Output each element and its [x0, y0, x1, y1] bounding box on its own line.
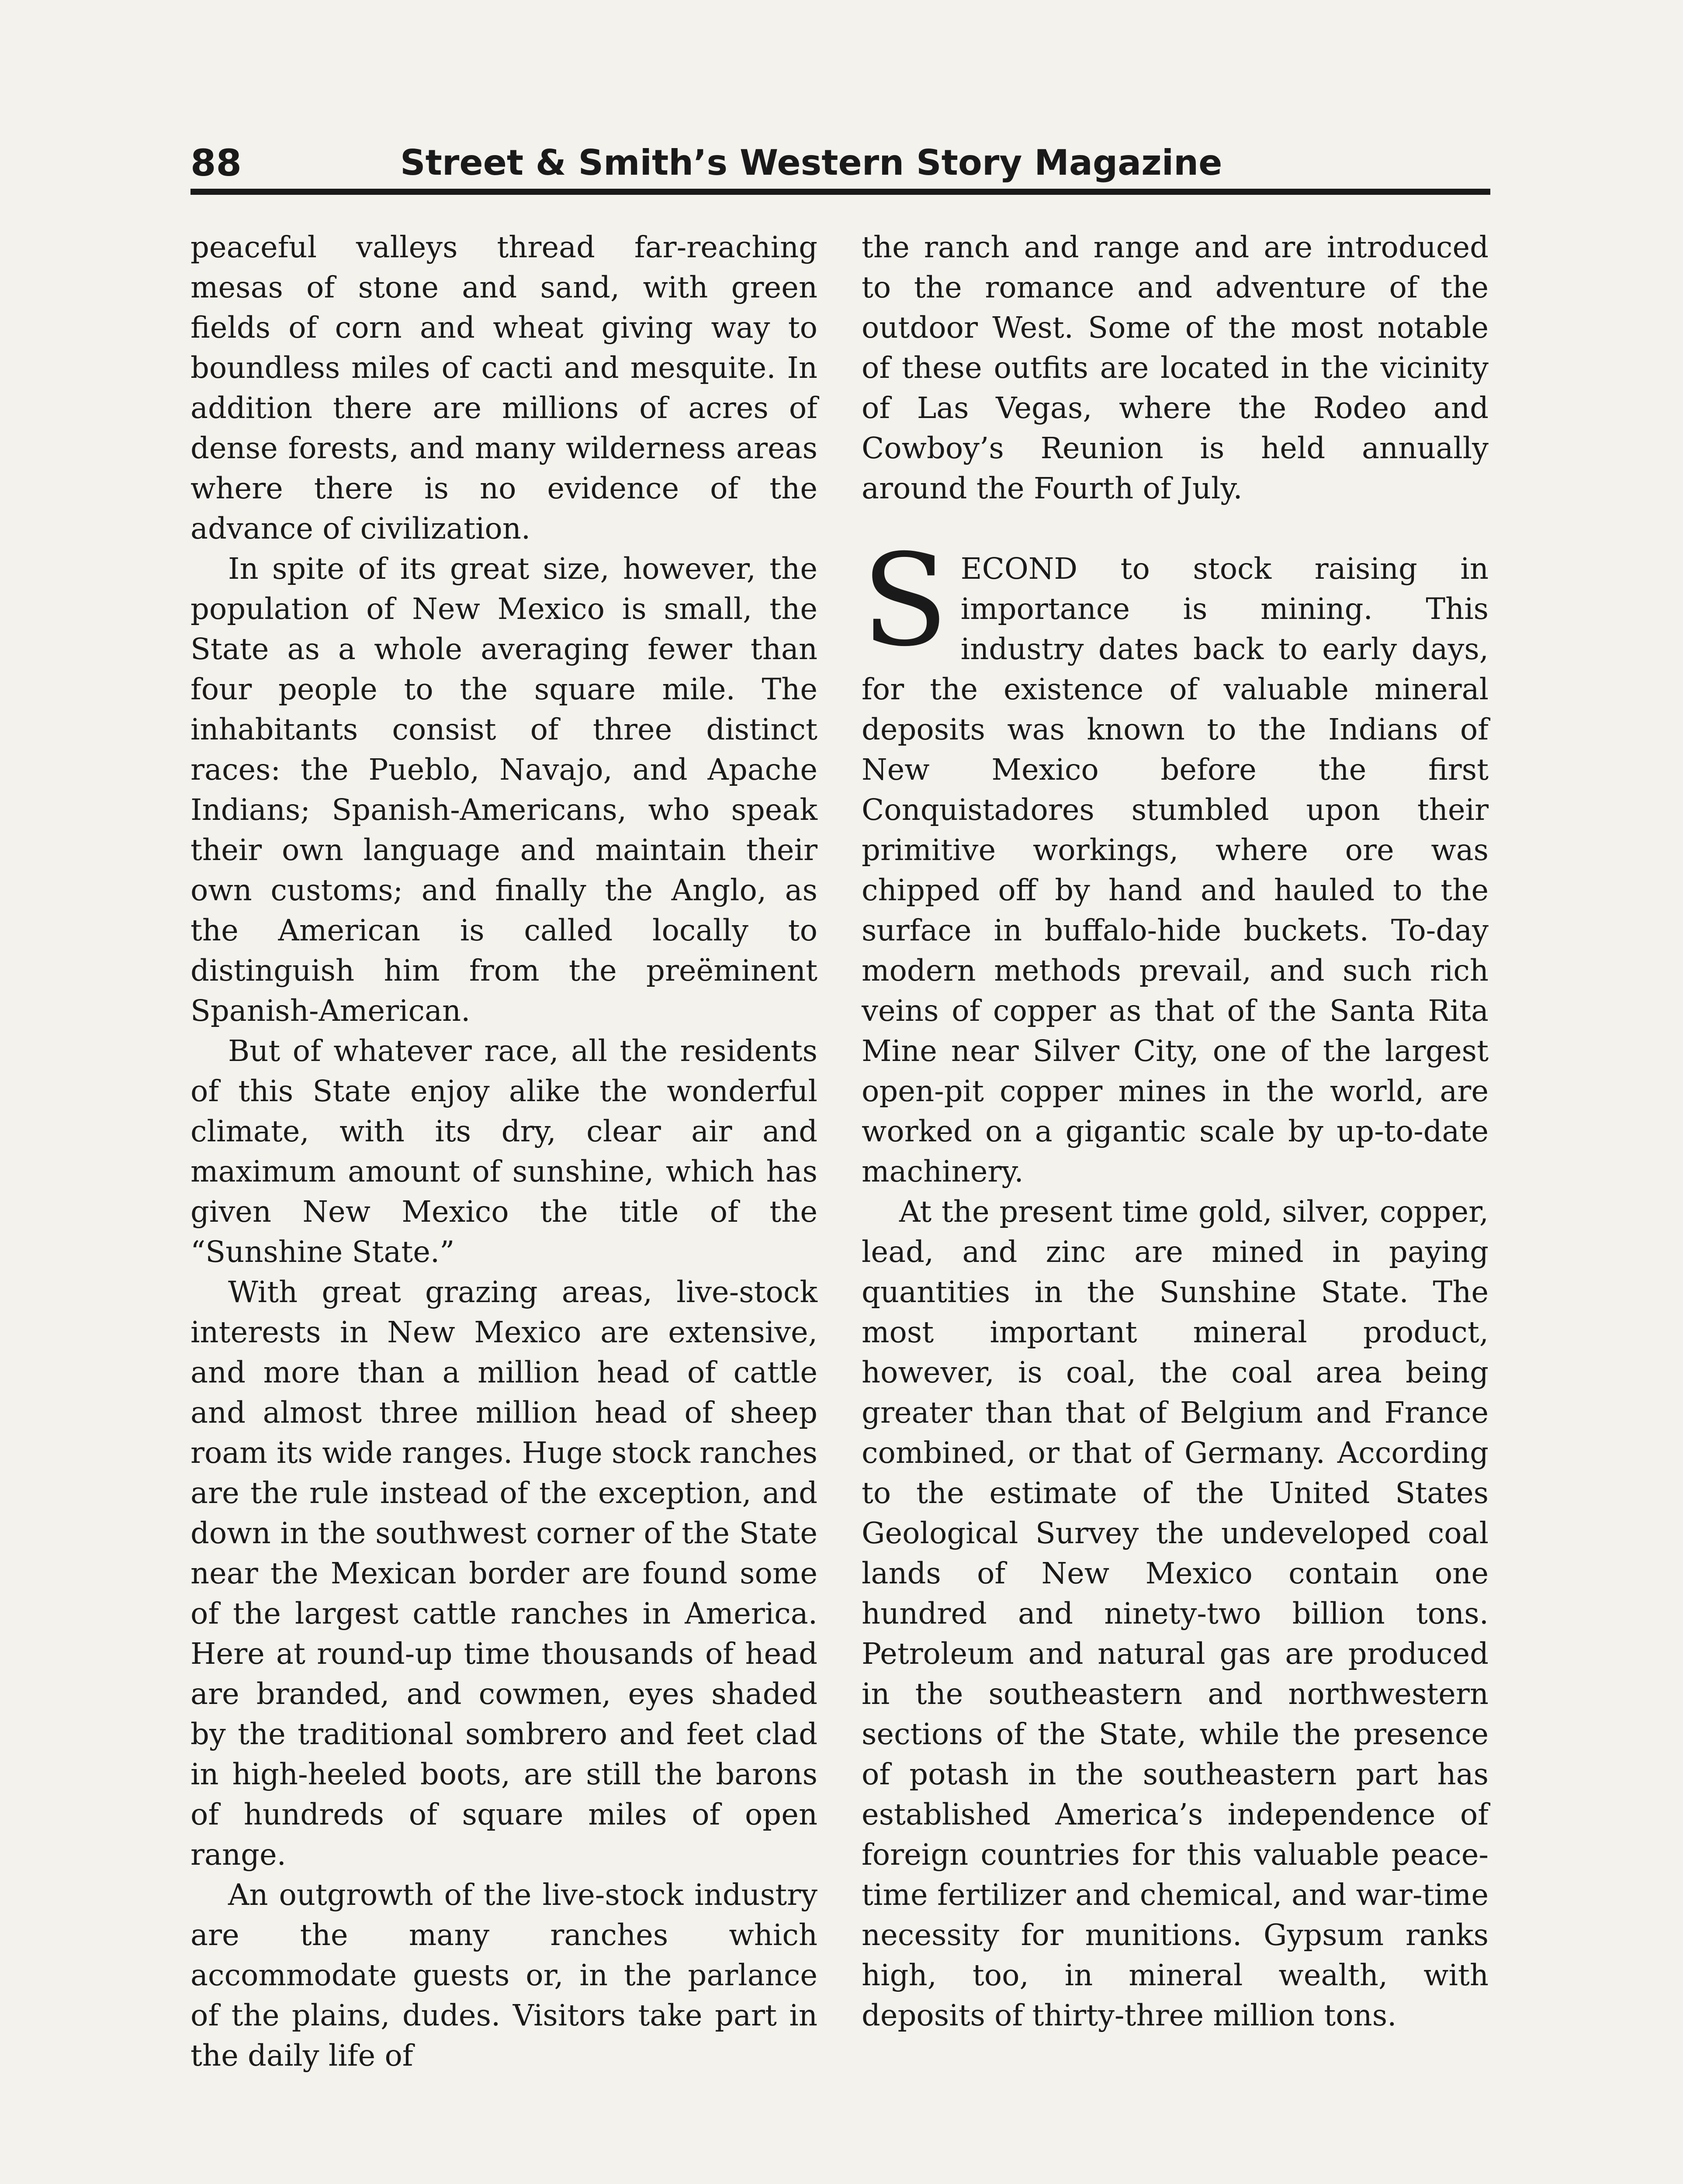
paragraph: peaceful valleys thread far-reaching mesas of stone and sand, with green fields of corn and wheat giving way to boundless miles of cacti and mesquite. In addition there are millions of acres of dense forests, and many wilderness areas where there is no evidence of the advance of civilization.: [190, 230, 817, 546]
page-header: [190, 139, 1490, 191]
left-column: [190, 227, 817, 2076]
page-number: 88: [190, 142, 242, 184]
paragraph-with-drop-cap: [862, 527, 1489, 1192]
paragraph: At the present time gold, silver, copper, lead, and zinc are mined in paying quantities in the Sunshine State. The most important mineral product, however, is coal, the coal area being greater than that of Belgium and France combined, or that of Germany. According to the estimate of the United States Geological Survey the undeveloped coal lands of New Mexico contain one hundred and ninety-two billion tons. Petroleum and natural gas are produced in the southeastern and northwestern sections of the State, while the presence of potash in the southeastern part has established America’s independence of foreign countries for this valuable peace-time fertilizer and chemical, and war-time necessity for munitions. Gypsum ranks high, too, in mineral wealth, with deposits of thirty-three million tons.: [862, 1195, 1489, 2032]
paragraph: In spite of its great size, however, the population of New Mexico is small, the State as a whole averaging fewer than four people to the square mile. The inhabitants consist of three distinct races: the Pueblo, Navajo, and Apache Indians; Spanish-Americans, who speak their own language and maintain their own customs; and finally the Anglo, as the American is called locally to distinguish him from the preëminent Spanish-American.: [190, 552, 817, 1028]
drop-cap: S: [862, 527, 949, 674]
right-column: [862, 227, 1489, 2035]
paragraph: An outgrowth of the live-stock industry are the many ranches which accommodate guests or, in the parlance of the plains, dudes. Visitors take part in the daily life of: [190, 1878, 817, 2073]
paragraph-text: ECOND to stock raising in importance is mining. This industry dates back to early days, for the existence of valuable mineral deposits was known to the Indians of New Mexico before the first Conquistadores stumbled upon their primitive workings, where ore was chipped off by hand and hauled to the surface in buffalo-hide buckets. To-day modern methods prevail, and such rich veins of copper as that of the Santa Rita Mine near Silver City, one of the largest open-pit copper mines in the world, are worked on a gigantic scale by up-to-date machinery.: [862, 552, 1489, 1189]
header-rule: [190, 189, 1490, 195]
running-title: Street & Smith’s Western Story Magazine: [400, 142, 1222, 183]
paragraph: But of whatever race, all the residents of this State enjoy alike the wonderful climate, with its dry, clear air and maximum amount of sunshine, which has given New Mexico the title of the “Sunshine State.”: [190, 1034, 817, 1269]
paragraph: the ranch and range and are introduced to the romance and adventure of the outdoor West. Some of the most notable of these outfits are located in the vicinity of Las Vegas, where the Rodeo and Cowboy’s Reunion is held annually around the Fourth of July.: [862, 230, 1489, 505]
paragraph: With great grazing areas, live-stock interests in New Mexico are extensive, and more than a million head of cattle and almost three million head of sheep roam its wide ranges. Huge stock ranches are the rule instead of the exception, and down in the southwest corner of the State near the Mexican border are found some of the largest cattle ranches in America. Here at round-up time thousands of head are branded, and cowmen, eyes shaded by the traditional sombrero and feet clad in high-heeled boots, are still the barons of hundreds of square miles of open range.: [190, 1275, 817, 1872]
